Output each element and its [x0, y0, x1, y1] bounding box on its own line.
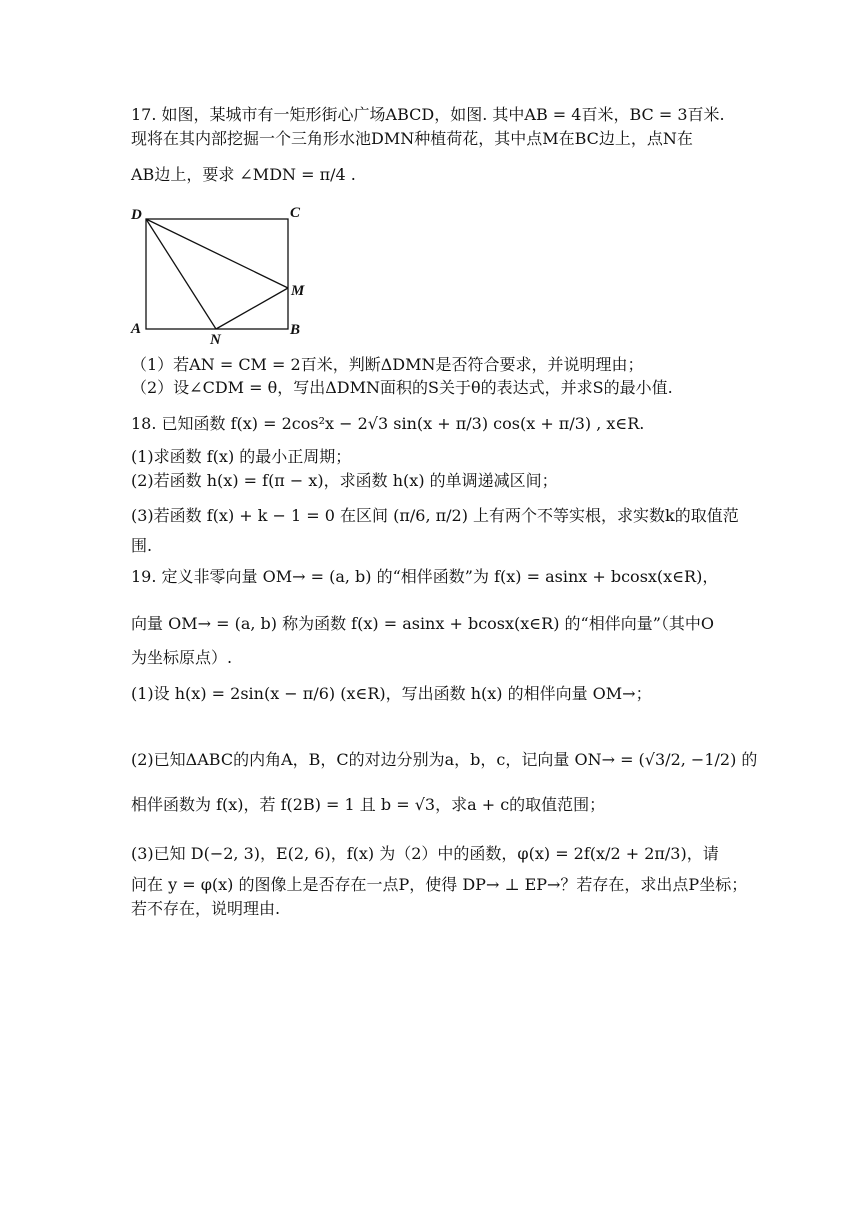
p19-question-1: (1)设 h(x) = 2sin(x − π/6) (x∈R)，写出函数 h(x) 的相伴向量 OM→；: [131, 684, 652, 703]
label-c: C: [290, 205, 301, 221]
p18-question-3a: (3)若函数 f(x) + k − 1 = 0 在区间 (π/6, π/2) 上有两个不等实根，求实数k的取值范: [131, 506, 739, 525]
label-n: N: [210, 332, 221, 346]
label-d: D: [131, 207, 142, 223]
p17-question-2: （2）设∠CDM = θ，写出ΔDMN面积的S关于θ的表达式，并求S的最小值.: [131, 378, 673, 397]
label-b: B: [290, 322, 301, 338]
p17-line-1: 17. 如图，某城市有一矩形街心广场ABCD，如图. 其中AB = 4百米，BC = 3百米.: [131, 105, 725, 124]
p19-line-3: 为坐标原点）.: [131, 648, 233, 667]
p18-question-2: (2)若函数 h(x) = f(π − x)，求函数 h(x) 的单调递减区间；: [131, 471, 558, 490]
p17-line-3: AB边上，要求 ∠MDN = π/4 .: [131, 165, 356, 184]
label-a: A: [131, 321, 142, 337]
p18-question-3b: 围.: [131, 536, 153, 555]
p19-question-2a: (2)已知ΔABC的内角A，B，C的对边分别为a，b，c，记向量 ON→ = (√3/2, −1/2) 的: [131, 750, 758, 769]
p19-question-3b: 问在 y = φ(x) 的图像上是否存在一点P，使得 DP→ ⊥ EP→？若存在，求出点P坐标；: [131, 875, 748, 894]
p18-line-1: 18. 已知函数 f(x) = 2cos²x − 2√3 sin(x + π/3) cos(x + π/3) , x∈R.: [131, 414, 645, 433]
p19-question-3c: 若不存在，说明理由.: [131, 899, 281, 918]
p18-question-1: (1)求函数 f(x) 的最小正周期；: [131, 447, 352, 466]
p17-question-1: （1）若AN = CM = 2百米，判断ΔDMN是否符合要求，并说明理由；: [131, 355, 644, 374]
p19-question-2b: 相伴函数为 f(x)，若 f(2B) = 1 且 b = √3，求a + c的取值范围；: [131, 795, 606, 814]
p19-line-1: 19. 定义非零向量 OM→ = (a, b) 的“相伴函数”为 f(x) = asinx + bcosx(x∈R)，: [131, 567, 719, 586]
p19-line-2: 向量 OM→ = (a, b) 称为函数 f(x) = asinx + bcosx(x∈R) 的“相伴向量”（其中O: [131, 614, 714, 633]
rectangle-figure: [128, 202, 318, 346]
label-m: M: [291, 283, 305, 299]
p19-question-3a: (3)已知 D(−2, 3)，E(2, 6)，f(x) 为（2）中的函数，φ(x) = 2f(x/2 + 2π/3)，请: [131, 844, 719, 863]
p17-line-2: 现将在其内部挖掘一个三角形水池DMN种植荷花，其中点M在BC边上，点N在: [131, 129, 693, 148]
